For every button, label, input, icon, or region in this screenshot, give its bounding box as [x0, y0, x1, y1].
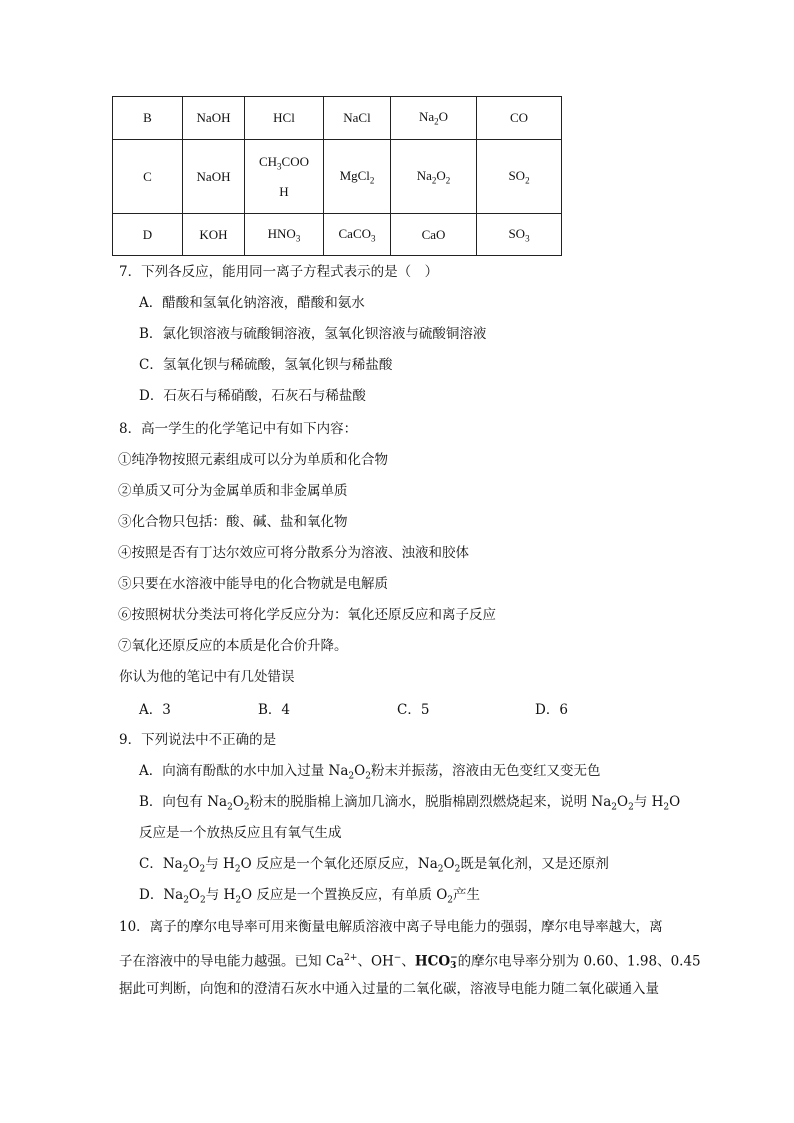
question-7-option-a: A．醋酸和氢氧化钠溶液，醋酸和氨水 — [139, 295, 365, 311]
table-cell: $SO_2$ — [477, 140, 562, 214]
question-7-stem: 7．下列各反应，能用同一离子方程式表示的是（ ） — [119, 264, 439, 280]
table-cell: MgCl$_2$ — [324, 140, 391, 214]
table-row — [113, 140, 562, 214]
question-9-option-b: B．向包有 $Na_2O_2$粉末的脱脂棉上滴加几滴水，脱脂棉剧烈燃烧起来，说明 $Na_2O_2$与 $H_2O$ — [139, 794, 681, 813]
table-cell: CaO — [391, 214, 477, 256]
question-8-option-b: B．4 — [258, 702, 291, 718]
question-7-option-d: D．石灰石与稀硝酸，石灰石与稀盐酸 — [139, 388, 366, 404]
classification-table — [112, 96, 562, 256]
note-item: ⑦氧化还原反应的本质是化合价升降。 — [118, 638, 348, 654]
table-cell: $Na_2O_2$ — [391, 140, 477, 214]
question-9-option-a: A．向滴有酚酞的水中加入过量 $Na_2O_2$粉末并振荡，溶液由无色变红又变无色 — [139, 763, 601, 782]
question-8-stem: 8．高一学生的化学笔记中有如下内容： — [119, 421, 358, 437]
question-7-option-c: C．氢氧化钡与稀硫酸，氢氧化钡与稀盐酸 — [139, 357, 393, 373]
note-item: ④按照是否有丁达尔效应可将分散系分为溶液、浊液和胶体 — [118, 545, 469, 561]
table-cell: $SO_3$ — [477, 214, 562, 256]
question-7-option-b: B．氯化钡溶液与硫酸铜溶液，氢氧化钡溶液与硫酸铜溶液 — [139, 326, 487, 342]
table-cell: $Na_2O$ — [391, 97, 477, 140]
question-9-option-b-cont: 反应是一个放热反应且有氧气生成 — [139, 825, 342, 841]
question-9-stem: 9．下列说法中不正确的是 — [119, 732, 277, 748]
table-cell: KOH — [183, 214, 245, 256]
table-row — [113, 97, 562, 140]
table-cell: CaCO$_3$ — [324, 214, 391, 256]
table-cell: $HNO_3$ — [245, 214, 324, 256]
question-8-option-d: D．6 — [535, 702, 568, 718]
note-item: ②单质又可分为金属单质和非金属单质 — [118, 483, 348, 499]
question-9-option-d: D．$Na_2O_2$与 $H_2O$ 反应是一个置换反应，有单质 $O_2$产生 — [139, 887, 480, 906]
note-item: ①纯净物按照元素组成可以分为单质和化合物 — [118, 452, 388, 468]
table-cell: $CH_3COO$ H — [245, 140, 324, 214]
table-cell: NaOH — [183, 140, 245, 214]
note-item: ⑥按照树状分类法可将化学反应分为：氧化还原反应和离子反应 — [118, 607, 496, 623]
question-8-option-a: A．3 — [139, 702, 171, 718]
table-row — [113, 214, 562, 256]
question-10-line-3: 据此可判断，向饱和的澄清石灰水中通入过量的二氧化碳，溶液导电能力随二氧化碳通入量 — [119, 981, 659, 997]
table-cell: HCl — [245, 97, 324, 140]
question-10-line-1: 10．离子的摩尔电导率可用来衡量电解质溶液中离子导电能力的强弱，摩尔电导率越大，离 — [119, 919, 663, 935]
table-cell: NaOH — [183, 97, 245, 140]
question-8-option-c: C．5 — [397, 702, 430, 718]
question-10-line-2: 子在溶液中的导电能力越强。已知 $Ca^{2+}$、OH−、HCO− 3的摩尔电导率分别为 0.60、1.98、0.45 — [119, 953, 701, 971]
question-9-option-c: C．$Na_2O_2$与 $H_2O$ 反应是一个氧化还原反应，$Na_2O_2$既是氧化剂，又是还原剂 — [139, 856, 609, 875]
table-cell: CO — [477, 97, 562, 140]
table-cell: NaCl — [324, 97, 391, 140]
question-8-prompt: 你认为他的笔记中有几处错误 — [119, 669, 295, 685]
table-cell: B — [113, 97, 183, 140]
table-cell: C — [113, 140, 183, 214]
note-item: ③化合物只包括：酸、碱、盐和氧化物 — [118, 514, 348, 530]
note-item: ⑤只要在水溶液中能导电的化合物就是电解质 — [118, 576, 388, 592]
table-cell: D — [113, 214, 183, 256]
